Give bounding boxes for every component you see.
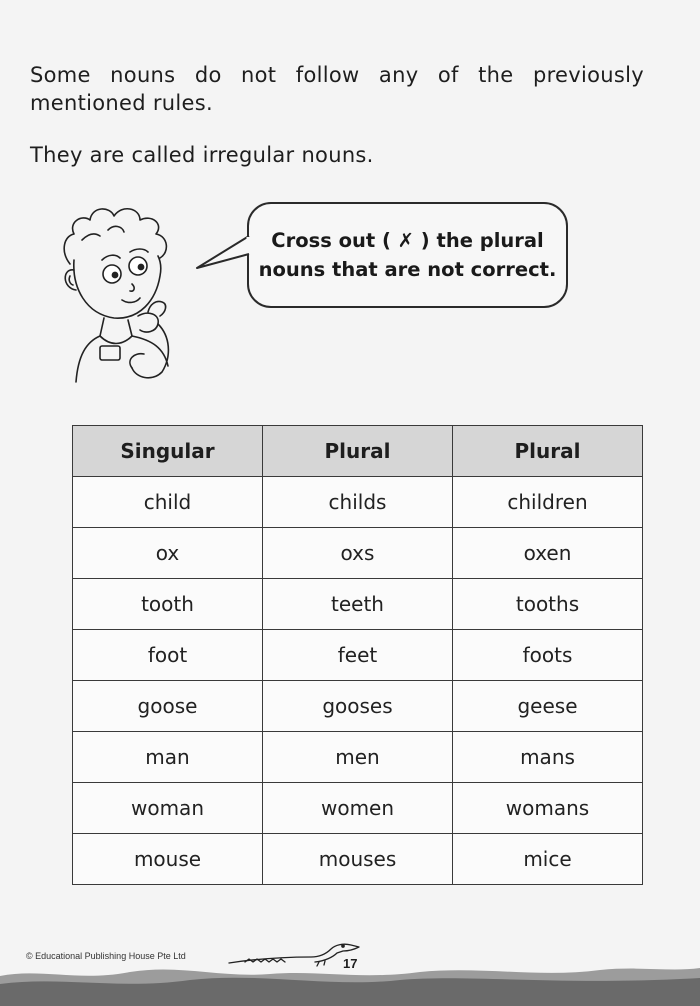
table-row [73, 732, 643, 783]
speech-bubble-tail [195, 230, 255, 274]
instruction-line-1: Cross out ( ✗ ) the plural [271, 229, 544, 252]
plural-cell[interactable]: womans [453, 783, 643, 834]
table-row [73, 630, 643, 681]
plural-cell[interactable]: childs [263, 477, 453, 528]
table-row [73, 681, 643, 732]
singular-cell: child [73, 477, 263, 528]
plural-cell[interactable]: foots [453, 630, 643, 681]
column-header-plural-2: Plural [453, 426, 643, 477]
plural-cell[interactable]: oxen [453, 528, 643, 579]
plural-cell[interactable]: mice [453, 834, 643, 885]
singular-cell: goose [73, 681, 263, 732]
irregular-nouns-table [72, 425, 643, 885]
singular-cell: ox [73, 528, 263, 579]
singular-cell: woman [73, 783, 263, 834]
singular-cell: mouse [73, 834, 263, 885]
plural-cell[interactable]: children [453, 477, 643, 528]
plural-cell[interactable]: tooths [453, 579, 643, 630]
singular-cell: foot [73, 630, 263, 681]
plural-cell[interactable]: geese [453, 681, 643, 732]
table-row [73, 579, 643, 630]
page-number: 17 [343, 956, 358, 971]
plural-cell[interactable]: feet [263, 630, 453, 681]
intro-paragraph-1: Some nouns do not follow any of the previously mentioned rules. [30, 63, 644, 115]
singular-cell: tooth [73, 579, 263, 630]
plural-cell[interactable]: oxs [263, 528, 453, 579]
plural-cell[interactable]: mans [453, 732, 643, 783]
table-row [73, 834, 643, 885]
table-header-row [73, 426, 643, 477]
column-header-plural-1: Plural [263, 426, 453, 477]
speech-bubble [247, 202, 568, 308]
table-row [73, 528, 643, 579]
boy-thinking-illustration [52, 196, 212, 386]
plural-cell[interactable]: mouses [263, 834, 453, 885]
plural-cell[interactable]: women [263, 783, 453, 834]
table-row [73, 783, 643, 834]
instruction-line-2: nouns that are not correct. [258, 258, 557, 281]
singular-cell: man [73, 732, 263, 783]
plural-cell[interactable]: gooses [263, 681, 453, 732]
intro-paragraph-2: They are called irregular nouns. [30, 143, 374, 167]
column-header-singular: Singular [73, 426, 263, 477]
copyright-notice: © Educational Publishing House Pte Ltd [26, 951, 186, 961]
table-row [73, 477, 643, 528]
plural-cell[interactable]: teeth [263, 579, 453, 630]
plural-cell[interactable]: men [263, 732, 453, 783]
